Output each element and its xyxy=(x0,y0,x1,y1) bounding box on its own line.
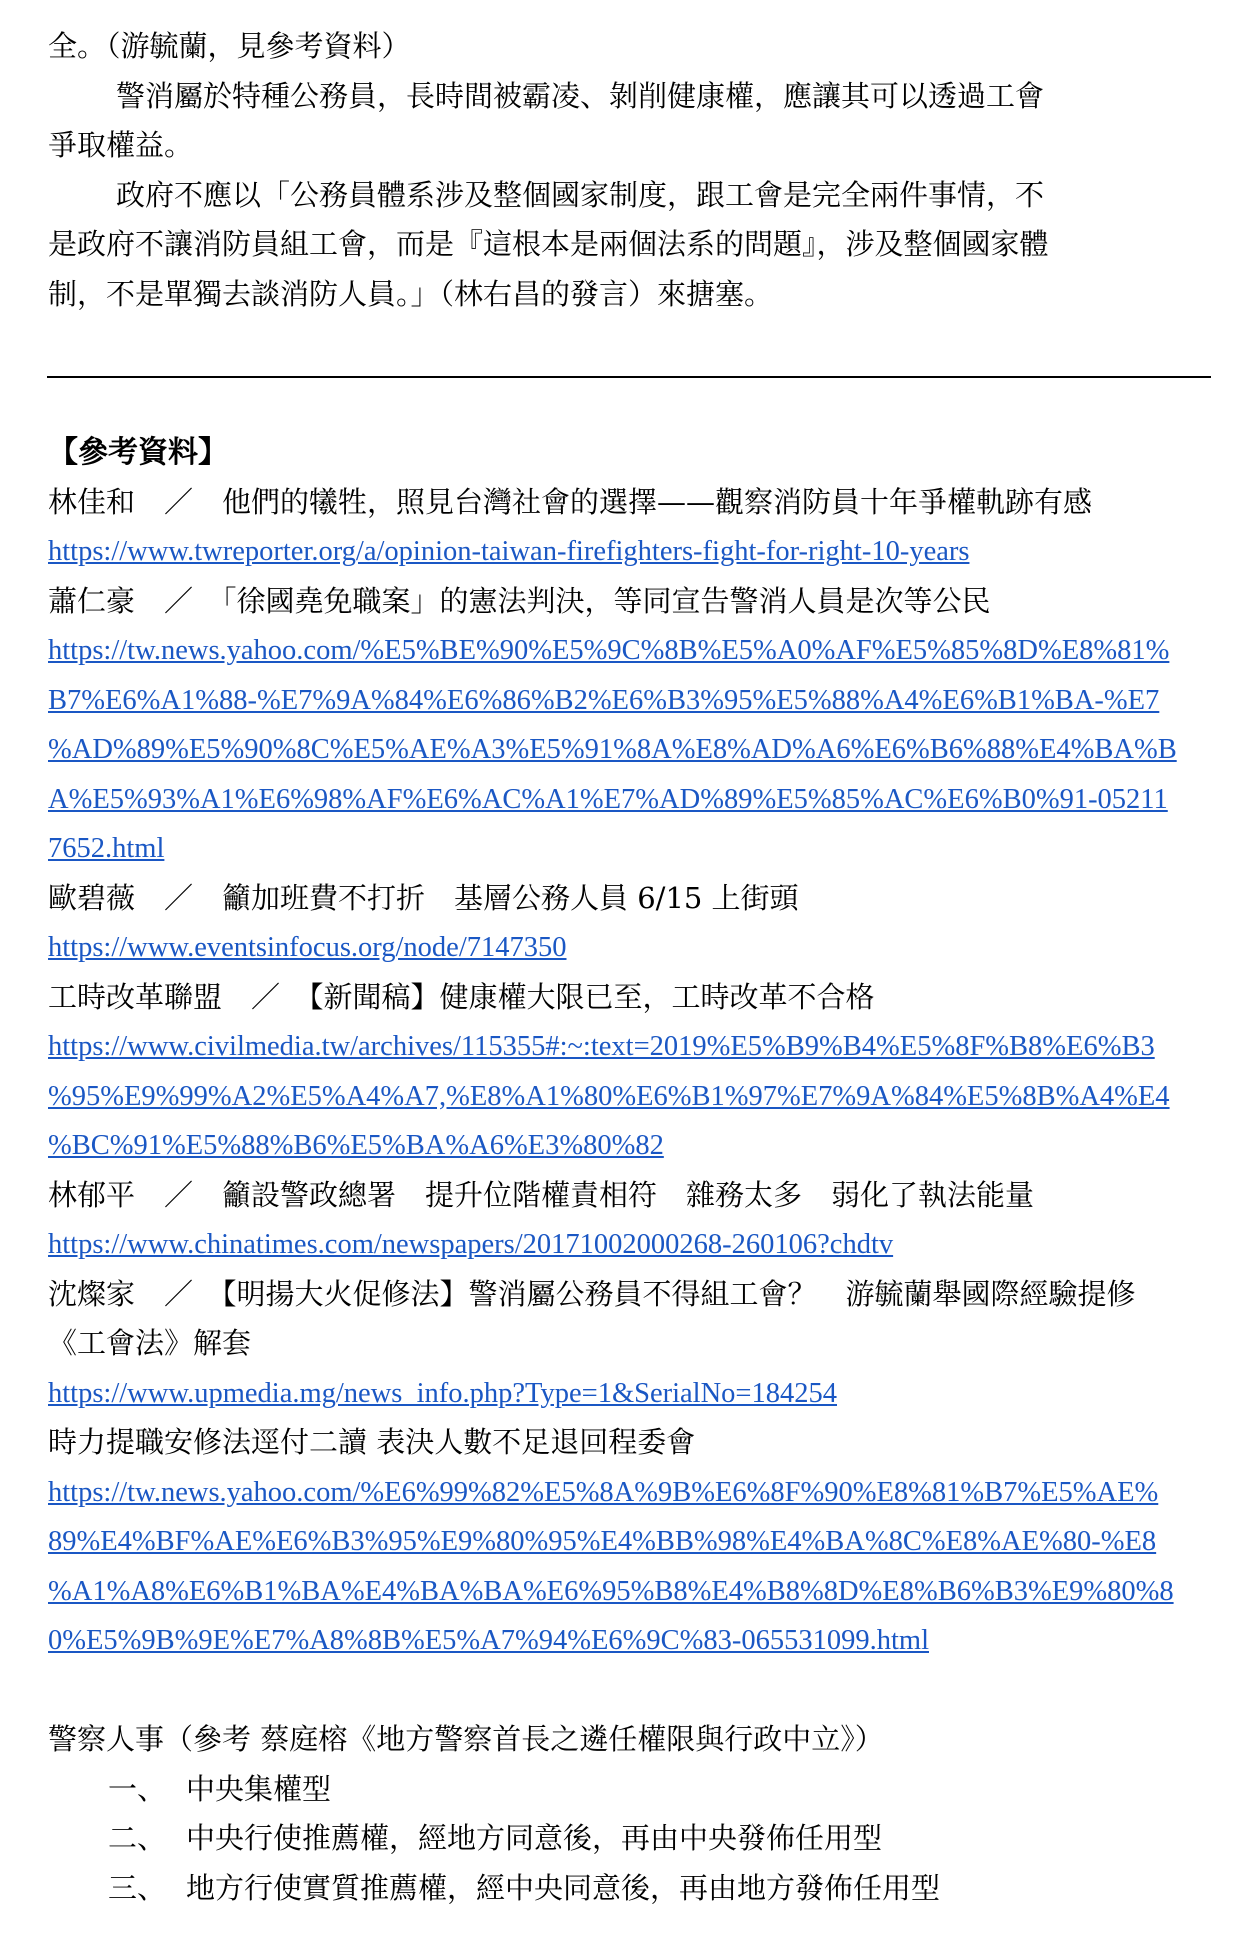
reference-title: 沈燦家 ／ 【明揚大火促修法】警消屬公務員不得組工會？ 游毓蘭舉國際經驗提修 xyxy=(48,1276,1136,1311)
reference-link[interactable]: https://www.chinatimes.com/newspapers/20171002000268-260106?chdtv xyxy=(48,1229,894,1260)
reference-link[interactable]: %95%E9%99%A2%E5%A4%A7,%E8%A1%80%E6%B1%97%E7%9A%84%E5%8B%A4%E4 xyxy=(48,1080,1170,1112)
reference-title: 工時改革聯盟 ／ 【新聞稿】健康權大限已至，工時改革不合格 xyxy=(48,979,875,1014)
spacer xyxy=(48,1666,1210,1716)
list-text: 中央集權型 xyxy=(186,1771,332,1806)
reference-link[interactable]: %A1%A8%E6%B1%BA%E4%BA%BA%E6%95%B8%E4%B8%8D%E8%B6%B3%E9%80%8 xyxy=(48,1575,1174,1607)
reference-link[interactable]: 89%E4%BF%AE%E6%B3%95%E9%80%95%E4%BB%98%E4%BA%8C%E8%AE%80-%E8 xyxy=(48,1526,1157,1557)
list-item xyxy=(48,1864,1210,1914)
reference-title: 林佳和 ／ 他們的犧牲，照見台灣社會的選擇——觀察消防員十年爭權軌跡有感 xyxy=(48,484,1093,519)
intro-line-1: 全。（游毓蘭，見參考資料） xyxy=(48,29,411,63)
reference-link[interactable]: https://www.twreporter.org/a/opinion-taiwan-firefighters-fight-for-right-10-years xyxy=(48,536,970,567)
reference-link[interactable]: %AD%89%E5%90%8C%E5%AE%A3%E5%91%8A%E8%AD%A6%E6%B6%88%E4%BA%B xyxy=(48,734,1177,765)
reference-link[interactable]: https://www.eventsinfocus.org/node/7147350 xyxy=(48,932,567,963)
references-section xyxy=(48,428,1210,1913)
reference-link[interactable]: https://tw.news.yahoo.com/%E5%BE%90%E5%9C%8B%E5%A0%AF%E5%85%8D%E8%81% xyxy=(48,635,1170,666)
reference-link[interactable]: %BC%91%E5%88%B6%E5%BA%A6%E3%80%82 xyxy=(48,1130,664,1161)
reference-title: 歐碧薇 ／ 籲加班費不打折 基層公務人員 6/15 上街頭 xyxy=(48,880,799,915)
list-item xyxy=(48,1814,1210,1864)
list-text: 地方行使實質推薦權，經中央同意後，再由地方發佈任用型 xyxy=(186,1870,941,1905)
reference-title: 林郁平 ／ 籲設警政總署 提升位階權責相符 雜務太多 弱化了執法能量 xyxy=(48,1177,1035,1212)
reference-link[interactable]: https://tw.news.yahoo.com/%E6%99%82%E5%8A%9B%E6%8F%90%E8%81%B7%E5%AE% xyxy=(48,1476,1159,1508)
reference-link[interactable]: https://www.upmedia.mg/news_info.php?Type=1&SerialNo=184254 xyxy=(48,1377,837,1409)
list-item xyxy=(48,1765,1210,1815)
list-number: 二、 xyxy=(108,1821,167,1855)
list-number: 三、 xyxy=(108,1870,167,1905)
intro-section xyxy=(48,22,1210,319)
reference-link[interactable]: 7652.html xyxy=(48,833,165,864)
reference-link[interactable]: 0%E5%9B%9E%E7%A8%8B%E5%A7%94%E6%9C%83-065531099.html xyxy=(48,1625,929,1656)
list-text: 中央行使推薦權，經地方同意後，再由中央發佈任用型 xyxy=(186,1821,883,1855)
intro-line-4: 政府不應以「公務員體系涉及整個國家制度，跟工會是完全兩件事情，不 xyxy=(116,177,1045,212)
reference-link[interactable]: B7%E6%A1%88-%E7%9A%84%E6%86%B2%E6%B3%95%E5%88%A4%E6%B1%BA-%E7 xyxy=(48,684,1160,716)
police-hr-title: 警察人事（參考 蔡庭榕《地方警察首長之遴任權限與行政中立》） xyxy=(48,1722,884,1756)
references-heading: 【參考資料】 xyxy=(48,435,228,470)
reference-link[interactable]: A%E5%93%A1%E6%98%AF%E6%AC%A1%E7%AD%89%E5%85%AC%E6%B0%91-05211 xyxy=(48,783,1168,815)
reference-title-continued: 《工會法》解套 xyxy=(48,1326,252,1360)
reference-link[interactable]: https://www.civilmedia.tw/archives/115355#:~:text=2019%E5%B9%B4%E5%8F%B8%E6%B3 xyxy=(48,1031,1155,1062)
reference-title: 時力提職安修法逕付二讀 表決人數不足退回程委會 xyxy=(48,1425,696,1459)
list-number: 一、 xyxy=(108,1771,167,1806)
intro-line-6: 制，不是單獨去談消防人員。」（林右昌的發言）來搪塞。 xyxy=(48,276,774,311)
reference-title: 蕭仁豪 ／ 「徐國堯免職案」的憲法判決，等同宣告警消人員是次等公民 xyxy=(48,583,991,618)
section-divider xyxy=(47,376,1211,378)
intro-line-5: 是政府不讓消防員組工會，而是『這根本是兩個法系的問題』，涉及整個國家體 xyxy=(48,227,1049,261)
intro-line-3: 爭取權益。 xyxy=(48,128,194,162)
intro-line-2: 警消屬於特種公務員，長時間被霸凌、剝削健康權，應讓其可以透過工會 xyxy=(116,78,1045,113)
